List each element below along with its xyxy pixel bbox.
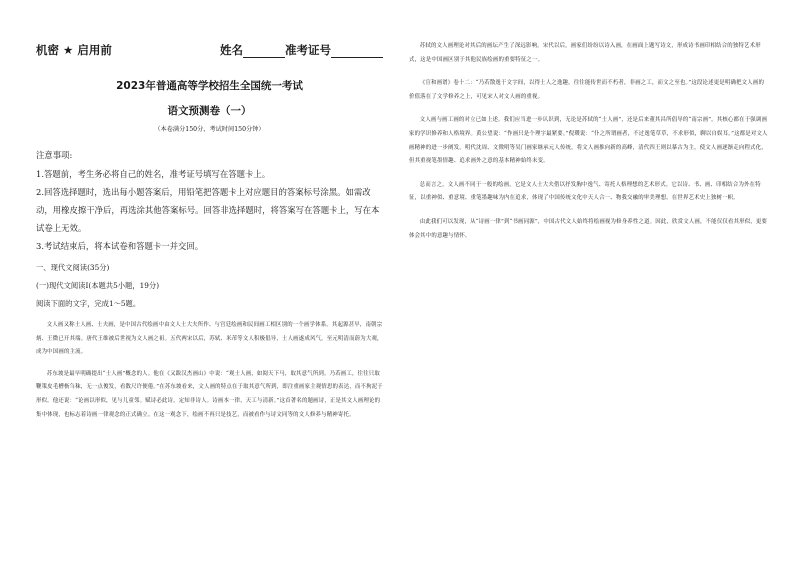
reading-prompt: 阅读下面的文字，完成1～5题。 [36, 299, 141, 308]
section-part1: 一、现代文阅读(35分) [36, 263, 110, 272]
passage-paragraph: 文人画又称士人画、士夫画，是中国古代绘画中由文人士大夫所作、与宫廷绘画和民间画工相区别的一个画学体系。其起源甚早，南朝宗炳、王微已开其端。唐代王维被后世视为文人画之祖。五代两宋以后，苏轼、米芾等文人积极倡导，士人画遂成风气，至元明清而蔚为大观，成为中国画的主流。 [36, 322, 383, 356]
candidate-info [220, 42, 383, 58]
exam-header [36, 40, 383, 58]
right-page [397, 0, 794, 562]
exam-subject: 语文预测卷（一） [167, 105, 252, 117]
instruction-item: 1.答题前，考生务必将自己的姓名，准考证号填写在答题卡上。 [36, 169, 271, 179]
name-label: 姓名 [220, 43, 243, 57]
ticket-label: 准考证号 [285, 43, 331, 57]
instruction-item: 3.考试结束后，将本试卷和答题卡一并交回。 [36, 241, 204, 251]
passage-paragraph: 苏轼的文人画理论对其后的画坛产生了深远影响。宋代以后，画家们纷纷以诗入画，在画面上题写诗文，形成诗书画印相结合的独特艺术形式，这是中国画区别于其他民族绘画的重要特征之一。 [409, 43, 761, 63]
passage-paragraph: 苏东坡是最早明确提出“士人画”概念的人。他在《又跋汉杰画山》中说：“观士人画，如阅天下马，取其意气所到。乃若画工，往往只取鞭策皮毛槽枥刍秣，无一点俊发，看数尺许便倦。”在苏东坡看来，文人画的特点在于取其意气所到，即注重画家主观情思的表达，而不拘泥于形似。他还说：“论画以形似，见与儿童邻。赋诗必此诗，定知非诗人。诗画本一律，天工与清新。”这首著名的题画诗，正是其文人画理论的集中体现，也标志着诗画一律观念的正式确立。在这一观念下，绘画不再只是技艺，而被看作与诗文同等的文人修养与精神寄托。 [36, 370, 383, 418]
instructions-heading: 注意事项: [36, 150, 73, 160]
ticket-blank [331, 45, 383, 58]
section-part1-sub: (一)现代文阅读Ⅰ(本题共5小题，19分) [36, 281, 160, 290]
exam-title: 2023年普通高等学校招生全国统一考试 [116, 80, 303, 92]
instruction-item: 2.回答选择题时，选出每小题答案后，用铅笔把答题卡上对应题目的答案标号涂黑。如需改动，用橡皮擦干净后，再选涂其他答案标号。回答非选择题时，将答案写在答题卡上，写在本试卷上无效。 [36, 187, 380, 233]
secret-label: 机密 ★ 启用前 [36, 43, 112, 57]
name-blank [243, 45, 285, 58]
passage-paragraph: 文人画与画工画的对立已如上述。我们应当进一步认识到，无论是苏轼的“士人画”，还是后来董其昌所倡导的“南宗画”，其核心都在于强调画家的学识修养和人格境界。黄公望说：“作画只是个理字最紧要。”倪瓒说：“仆之所谓画者，不过逸笔草草，不求形似，聊以自娱耳。”这都是对文人画精神的进一步阐发。明代沈周、文徵明等吴门画家继承元人传统，将文人画推向新的高峰，清代四王则以摹古为主，使文人画逐渐走向程式化，但其重视笔墨情趣、追求画外之意的基本精神始终未变。 [409, 117, 768, 165]
passage-paragraph: 由此我们可以发现，从“诗画一律”到“书画同源”，中国古代文人始终将绘画视为修身养性之道。因此，欣赏文人画，不能仅仅看其形似，更要体会其中的意趣与情怀。 [409, 218, 768, 239]
passage-paragraph: 总而言之，文人画不同于一般的绘画，它是文人士大夫借以抒发胸中逸气、寄托人格理想的艺术形式。它以诗、书、画、印相结合为外在特征，以重神似、重意境、重笔墨趣味为内在追求，体现了中国传统文化中天人合一、物我交融的审美理想，在世界艺术史上独树一帜。 [409, 181, 761, 202]
exam-note: （本卷满分150分，考试时间150分钟） [154, 126, 265, 133]
passage-paragraph: 《宣和画谱》卷十二：“乃若散逸于文字间，以得士人之逸趣，往往能传世而不朽者，非画之工，而文之至也。”这段论述更是明确把文人画的价值落在了文学修养之上，可见宋人对文人画的重视。 [409, 80, 765, 100]
instructions-list [36, 165, 383, 255]
